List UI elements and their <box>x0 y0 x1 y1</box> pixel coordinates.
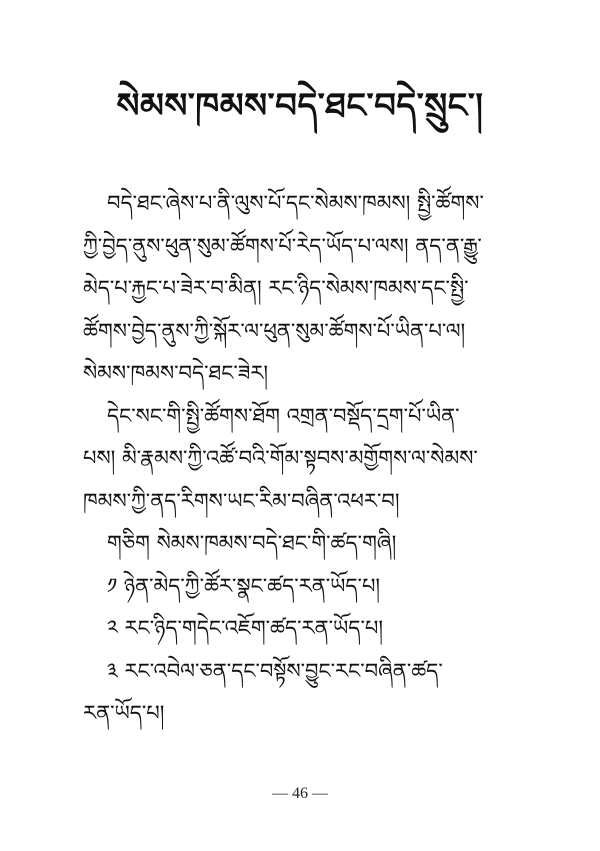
list-item: ༣ རང་འབེལ་ཅན་དང་བསྟོས་བྱུང་རང་བཞིན་ཚད་ <box>107 658 443 683</box>
text-line: མེད་པ་རྐྱང་པ་ཟེར་བ་མིན། རང་ཉིད་སེམས་ཁམས་དང་སྤྱི་ <box>83 276 469 300</box>
text-line: པས། མི་རྣམས་ཀྱི་འཚོ་བའི་གོམ་སྟབས་མགྱོགས་ལ་སེམས་ <box>83 446 478 470</box>
body-text <box>83 182 533 735</box>
list-item-continuation: རན་ཡོད་པ། <box>83 701 165 725</box>
text-line: ཀྱི་བྱེད་ནུས་ཕུན་སུམ་ཚོགས་པོ་རེད་ཡོད་པ་ལས། ནད་ན་རྒྱུ་ <box>83 233 482 258</box>
page-number: — 46 — <box>272 785 328 802</box>
text-line: བདེ་ཐང་ཞེས་པ་ནི་ལུས་པོ་དང་སེམས་ཁམས། སྤྱི་ཚོགས་ <box>107 191 484 215</box>
text-line: སེམས་ཁམས་བདེ་ཐང་ཟེར། <box>83 361 269 385</box>
text-line: ཚོགས་བྱེད་ནུས་ཀྱི་སྐོར་ལ་ཕུན་སུམ་ཚོགས་པོ་ཡིན་པ་ལ། <box>83 318 466 343</box>
section-heading: གཅིག སེམས་ཁམས་བདེ་ཐང་གི་ཚད་གཞི། <box>107 531 397 555</box>
list-item: ༡ ཉེན་མེད་ཀྱི་ཚོར་སྣང་ཚད་རན་ཡོད་པ། <box>107 573 381 598</box>
text-line: དེང་སང་གི་སྤྱི་ཚོགས་ཐོག འགྲན་བསྡོད་དྲག་པོ་ཡིན་ <box>107 403 460 428</box>
text-line: ཁམས་ཀྱི་ནད་རིགས་ཡང་རིམ་བཞིན་འཕར་བ། <box>83 488 400 513</box>
page-title: སེམས་ཁམས་བདེ་ཐང་བདེ་སྲུང་། <box>116 86 484 126</box>
list-item: ༢ རང་ཉིད་གདེང་འཇོག་ཚད་རན་ཡོད་པ། <box>107 616 383 640</box>
